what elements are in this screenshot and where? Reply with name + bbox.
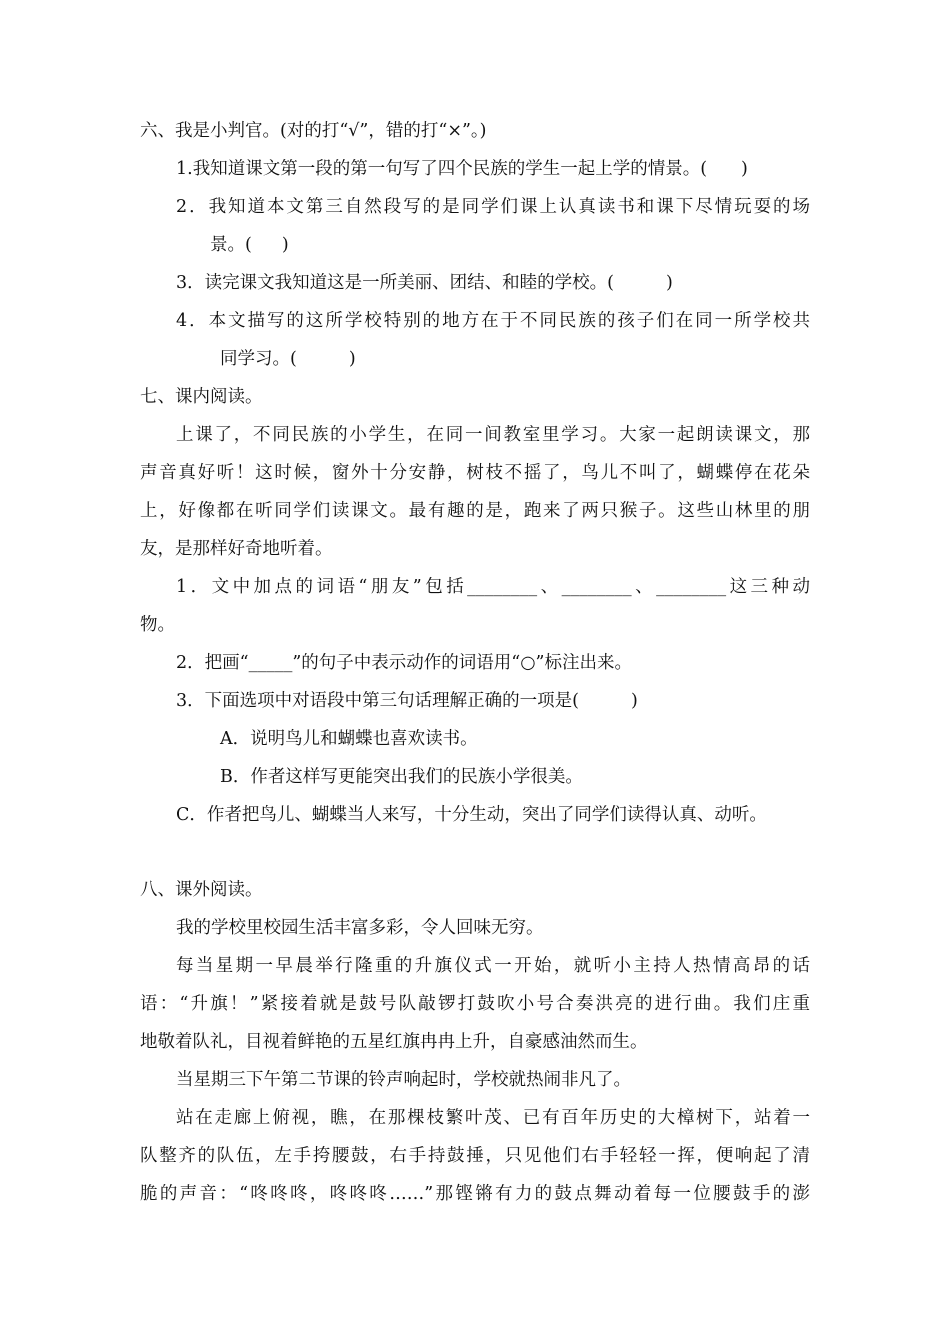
paragraph-3: 当星期三下午第二节课的铃声响起时，学校就热闹非凡了。 <box>176 1070 631 1090</box>
judge-item-2-close: ) <box>281 235 289 255</box>
paragraph-4-line: 脆的声音：“咚咚咚，咚咚咚……”那铿锵有力的鼓点舞动着每一位腰鼓手的澎 <box>140 1184 810 1204</box>
question-1-cont: 物。 <box>140 615 175 635</box>
judge-item-1-text: 1.我知道课文第一段的第一句写了四个民族的学生一起上学的情景。( <box>176 159 708 179</box>
judge-item-3-close: ) <box>665 273 673 293</box>
paragraph-4-line: 队整齐的队伍，左手挎腰鼓，右手持鼓捶，只见他们右手轻轻一挥，便响起了清 <box>140 1146 810 1166</box>
section-8-title: 八、课外阅读。 <box>140 880 263 900</box>
paragraph-4-line: 站在走廊上俯视，瞧，在那棵枝繁叶茂、已有百年历史的大樟树下，站着一 <box>176 1108 810 1128</box>
question-3-close: ) <box>630 691 638 711</box>
passage-line: 上课了，不同民族的小学生，在同一间教室里学习。大家一起朗读课文，那 <box>176 425 810 445</box>
judge-item-3-text: 3．读完课文我知道这是一所美丽、团结、和睦的学校。( <box>176 273 614 293</box>
option-a: A．说明鸟儿和蝴蝶也喜欢读书。 <box>220 729 478 749</box>
option-b: B．作者这样写更能突出我们的民族小学很美。 <box>220 767 583 787</box>
judge-item-1 <box>140 150 810 188</box>
judge-item-4-close: ) <box>348 349 356 369</box>
judge-item-2: 2．我知道本文第三自然段写的是同学们课上认真读书和课下尽情玩耍的场 <box>176 197 810 217</box>
passage-line: 声音真好听！这时候，窗外十分安静，树枝不摇了，鸟儿不叫了，蝴蝶停在花朵 <box>140 463 810 483</box>
judge-item-4-cont-text: 同学习。( <box>220 349 297 369</box>
question-2: 2．把画“_____”的句子中表示动作的词语用“○”标注出来。 <box>176 653 632 673</box>
question-1: 1．文中加点的词语“朋友”包括________、________、________这三种动 <box>176 577 810 597</box>
section-spacer <box>140 834 810 871</box>
passage-line: 友，是那样好奇地听着。 <box>140 539 333 559</box>
section-6-title: 六、我是小判官。(对的打“√”，错的打“×”。) <box>140 121 487 141</box>
judge-item-2-cont-text: 景。( <box>210 235 252 255</box>
judge-item-4: 4．本文描写的这所学校特别的地方在于不同民族的孩子们在同一所学校共 <box>176 311 810 331</box>
judge-item-2-cont <box>140 226 810 264</box>
judge-item-1-close: ) <box>741 159 748 179</box>
option-c: C．作者把鸟儿、蝴蝶当人来写，十分生动，突出了同学们读得认真、动听。 <box>176 805 767 825</box>
judge-item-3 <box>140 264 810 302</box>
paragraph-2-line: 每当星期一早晨举行隆重的升旗仪式一开始，就听小主持人热情高昂的话 <box>176 956 810 976</box>
passage-line: 上，好像都在听同学们读课文。最有趣的是，跑来了两只猴子。这些山林里的朋 <box>140 501 810 521</box>
judge-item-4-cont <box>140 340 810 378</box>
question-3 <box>140 682 810 720</box>
section-7-title: 七、课内阅读。 <box>140 387 263 407</box>
paragraph-2-line: 地敬着队礼，目视着鲜艳的五星红旗冉冉上升，自豪感油然而生。 <box>140 1032 648 1052</box>
question-3-text: 3．下面选项中对语段中第三句话理解正确的一项是( <box>176 691 579 711</box>
paragraph-2-line: 语：“升旗！”紧接着就是鼓号队敲锣打鼓吹小号合奏洪亮的进行曲。我们庄重 <box>140 994 810 1014</box>
paragraph-1: 我的学校里校园生活丰富多彩，令人回味无穷。 <box>176 918 544 938</box>
